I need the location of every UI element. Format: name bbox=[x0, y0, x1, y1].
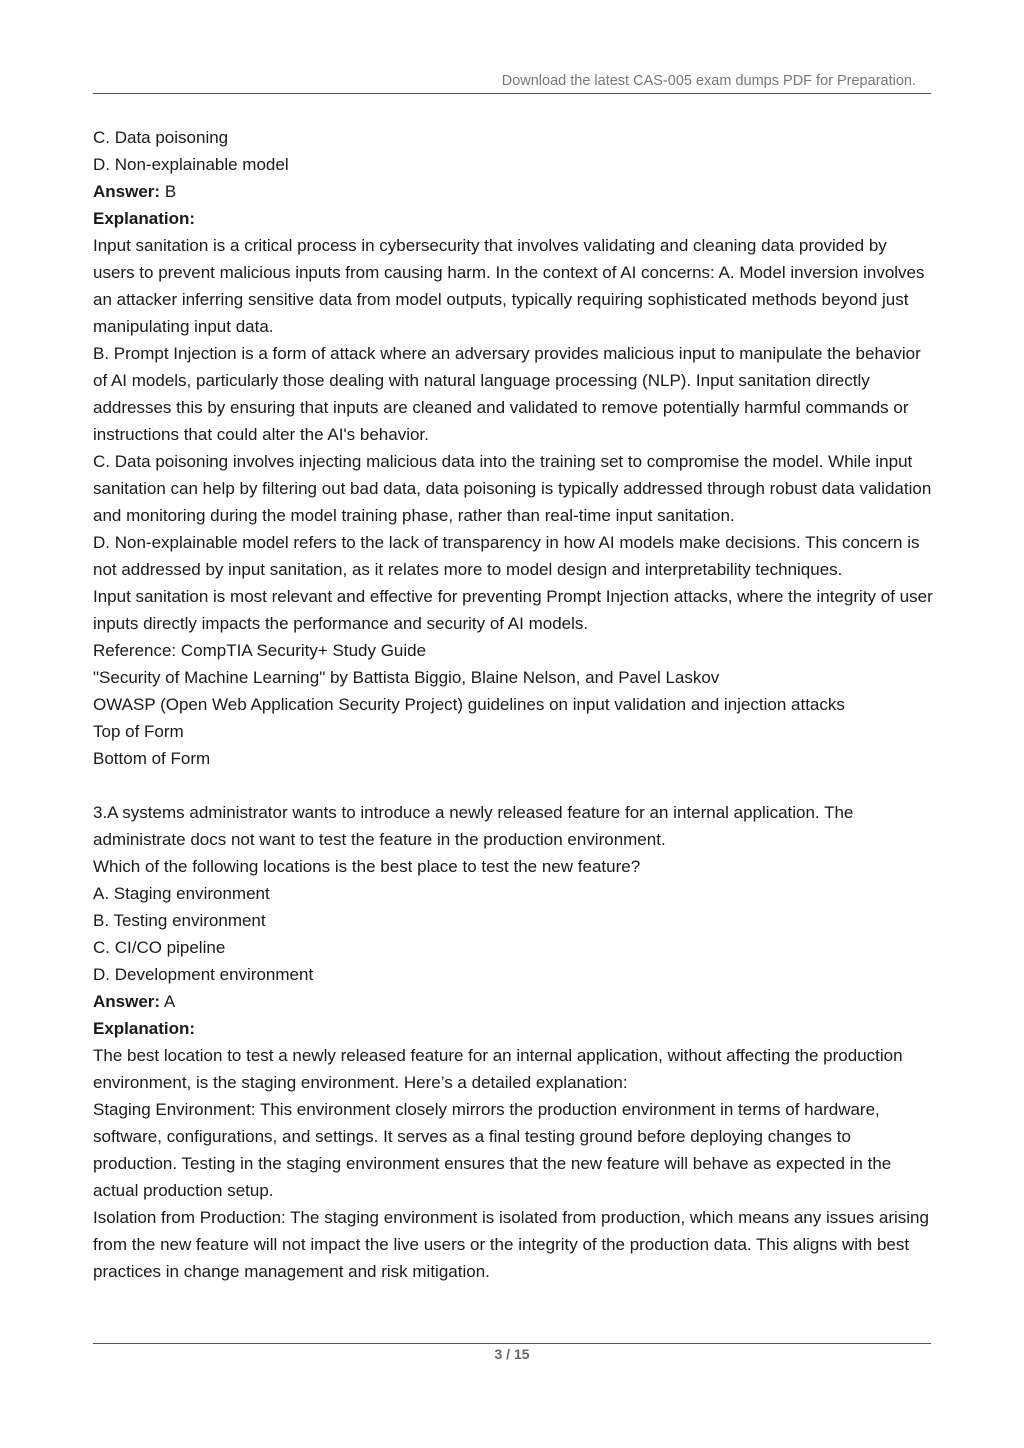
question-2-option-d: D. Non-explainable model bbox=[93, 155, 289, 174]
question-3-option-d: D. Development environment bbox=[93, 965, 314, 984]
question-3-explanation-label: Explanation: bbox=[93, 1019, 196, 1038]
explanation-paragraph: C. Data poisoning involves injecting malicious data into the training set to compromise the model. While input sanitation can help by filtering out bad data, data poisoning is typically addressed through robust data validation and monitoring during the model training phase, rather than real-time input sanitation. bbox=[93, 452, 932, 525]
answer-value: B bbox=[164, 182, 177, 201]
question-2-option-c: C. Data poisoning bbox=[93, 128, 229, 147]
answer-label: Answer: bbox=[93, 992, 161, 1011]
question-3-answer bbox=[93, 988, 933, 1015]
explanation-paragraph: Staging Environment: This environment closely mirrors the production environment in terms of hardware, software, configurations, and settings. It serves as a final testing ground before deploying changes to production. Testing in the staging environment ensures that the new feature will behave as expected in the actual production setup. bbox=[93, 1100, 892, 1200]
explanation-paragraph: Input sanitation is a critical process in cybersecurity that involves validating and cleaning data provided by users to prevent malicious inputs from causing harm. In the context of AI concerns: A. Model inversion involves an attacker inferring sensitive data from model outputs, typically requiring sophisticated methods beyond just manipulating input data. bbox=[93, 236, 925, 336]
header-divider bbox=[93, 93, 931, 94]
question-3-option-a: A. Staging environment bbox=[93, 884, 270, 903]
question-3-option-c: C. CI/CO pipeline bbox=[93, 938, 226, 957]
footer-divider bbox=[93, 1343, 931, 1344]
answer-label: Answer: bbox=[93, 182, 161, 201]
question-3-option-b: B. Testing environment bbox=[93, 911, 266, 930]
top-of-form-text: Top of Form bbox=[93, 722, 184, 741]
question-3-text: 3.A systems administrator wants to introduce a newly released feature for an internal application. The administrate docs not want to test the feature in the production environment. bbox=[93, 803, 854, 849]
explanation-paragraph: Input sanitation is most relevant and effective for preventing Prompt Injection attacks, where the integrity of user inputs directly impacts the performance and security of AI models. bbox=[93, 587, 933, 633]
question-2-answer bbox=[93, 178, 933, 205]
blank-line bbox=[93, 772, 933, 799]
page-content bbox=[93, 124, 933, 1285]
answer-value: A bbox=[163, 992, 176, 1011]
bottom-of-form-text: Bottom of Form bbox=[93, 749, 211, 768]
question-3-prompt: Which of the following locations is the best place to test the new feature? bbox=[93, 857, 641, 876]
explanation-paragraph: D. Non-explainable model refers to the lack of transparency in how AI models make decisions. This concern is not addressed by input sanitation, as it relates more to model design and interpretability techniques. bbox=[93, 533, 920, 579]
page-number: 3 / 15 bbox=[494, 1346, 530, 1362]
question-2-explanation-label: Explanation: bbox=[93, 209, 196, 228]
reference-line: Reference: CompTIA Security+ Study Guide bbox=[93, 641, 427, 660]
explanation-paragraph: Isolation from Production: The staging environment is isolated from production, which means any issues arising from the new feature will not impact the live users or the integrity of the production data. This aligns with best practices in change management and risk mitigation. bbox=[93, 1208, 929, 1281]
explanation-paragraph: B. Prompt Injection is a form of attack where an adversary provides malicious input to manipulate the behavior of AI models, particularly those dealing with natural language processing (NLP). Input sanitation directly addresses this by ensuring that inputs are cleaned and validated to remove potentially harmful commands or instructions that could alter the AI's behavior. bbox=[93, 344, 921, 444]
explanation-paragraph: The best location to test a newly released feature for an internal application, without affecting the production environment, is the staging environment. Here’s a detailed explanation: bbox=[93, 1046, 903, 1092]
reference-line: OWASP (Open Web Application Security Project) guidelines on input validation and injection attacks bbox=[93, 695, 845, 714]
page-header-text: Download the latest CAS-005 exam dumps PDF for Preparation. bbox=[501, 73, 916, 89]
reference-line: "Security of Machine Learning" by Battista Biggio, Blaine Nelson, and Pavel Laskov bbox=[93, 668, 720, 687]
